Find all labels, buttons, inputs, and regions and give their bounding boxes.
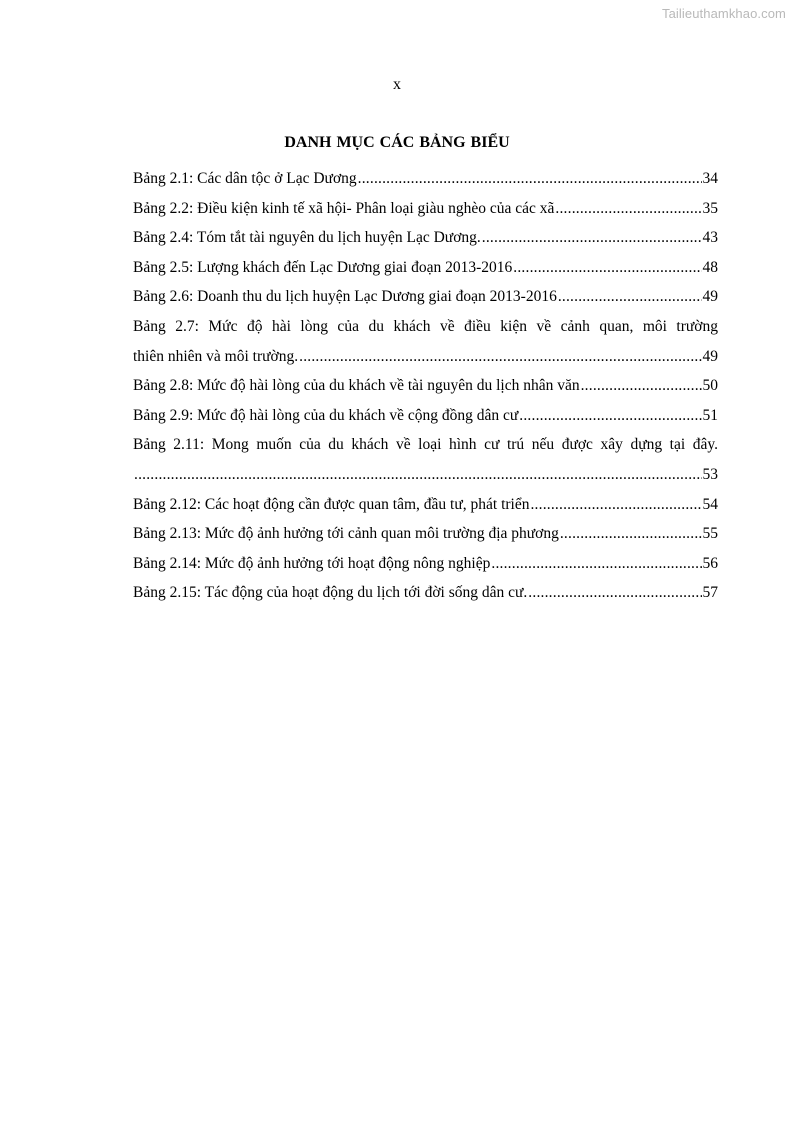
toc-entry-label-cont: thiên nhiên và môi trường. [133,347,299,365]
dot-leader [358,164,702,194]
toc-entry[interactable] [133,194,718,224]
toc-entry-continuation [133,342,718,372]
toc-entry-page: 56 [702,554,718,572]
toc-entry-page: 48 [702,258,718,276]
toc-entry-page: 55 [702,525,718,543]
toc-entry[interactable] [133,430,718,489]
toc-entry-label: Bảng 2.4: Tóm tắt tài nguyên du lịch huyện Lạc Dương. [133,229,481,247]
toc-entry[interactable] [133,253,718,283]
toc-entry[interactable] [133,164,718,194]
toc-entry-continuation [133,460,718,490]
dot-leader [134,460,702,490]
dot-leader [519,401,701,431]
dot-leader [299,342,701,372]
toc-entry-page: 49 [702,347,718,365]
toc-entry-page: 57 [702,584,718,602]
toc-entry-label: Bảng 2.5: Lượng khách đến Lạc Dương giai đoạn 2013-2016 [133,258,513,276]
toc-entry-page: 50 [702,377,718,395]
toc-entry-page: 53 [702,465,718,483]
toc-entry-label: Bảng 2.15: Tác động của hoạt động du lịch tới đời sống dân cư. [133,584,528,602]
table-list [133,164,718,608]
dot-leader [560,519,702,549]
toc-entry[interactable] [133,519,718,549]
toc-entry-label: Bảng 2.1: Các dân tộc ở Lạc Dương [133,170,357,187]
toc-entry[interactable] [133,401,718,431]
dot-leader [530,490,701,520]
toc-entry-label: Bảng 2.13: Mức độ ảnh hưởng tới cảnh quan môi trường địa phương [133,525,559,543]
dot-leader [513,253,701,283]
toc-entry[interactable] [133,312,718,371]
page-number: x [393,76,401,93]
toc-title: DANH MỤC CÁC BẢNG BIỂU [284,134,510,151]
toc-entry-page: 51 [702,406,718,424]
toc-entry[interactable] [133,371,718,401]
dot-leader [555,194,701,224]
dot-leader [491,549,701,579]
toc-entry-page: 54 [702,495,718,513]
toc-entry-page: 35 [702,199,718,217]
toc-entry-page: 43 [702,229,718,247]
toc-entry[interactable] [133,282,718,312]
toc-entry[interactable] [133,578,718,608]
toc-entry-label: Bảng 2.9: Mức độ hài lòng của du khách về cộng đồng dân cư [133,406,519,424]
dot-leader [482,223,702,253]
toc-entry-label: Bảng 2.2: Điều kiện kinh tế xã hội- Phân loại giàu nghèo của các xã [133,199,555,217]
toc-entry-label: Bảng 2.7: Mức độ hài lòng của du khách về điều kiện về cảnh quan, môi trường [133,317,718,335]
toc-entry-label: Bảng 2.8: Mức độ hài lòng của du khách về tài nguyên du lịch nhân văn [133,377,580,395]
toc-entry[interactable] [133,490,718,520]
watermark: Tailieuthamkhao.com [661,6,786,21]
toc-entry[interactable] [133,223,718,253]
toc-entry-label: Bảng 2.12: Các hoạt động cần được quan tâm, đầu tư, phát triển [133,495,530,513]
toc-entry-page: 49 [702,288,718,306]
toc-entry-page: 34 [702,170,718,187]
toc-entry-label: Bảng 2.6: Doanh thu du lịch huyện Lạc Dương giai đoạn 2013-2016 [133,288,557,306]
dot-leader [581,371,702,401]
toc-entry[interactable] [133,549,718,579]
dot-leader [528,578,701,608]
toc-entry-label: Bảng 2.11: Mong muốn của du khách về loại hình cư trú nếu được xây dựng tại đây. [133,436,718,454]
toc-entry-label: Bảng 2.14: Mức độ ảnh hưởng tới hoạt động nông nghiệp [133,554,491,572]
dot-leader [558,282,702,312]
